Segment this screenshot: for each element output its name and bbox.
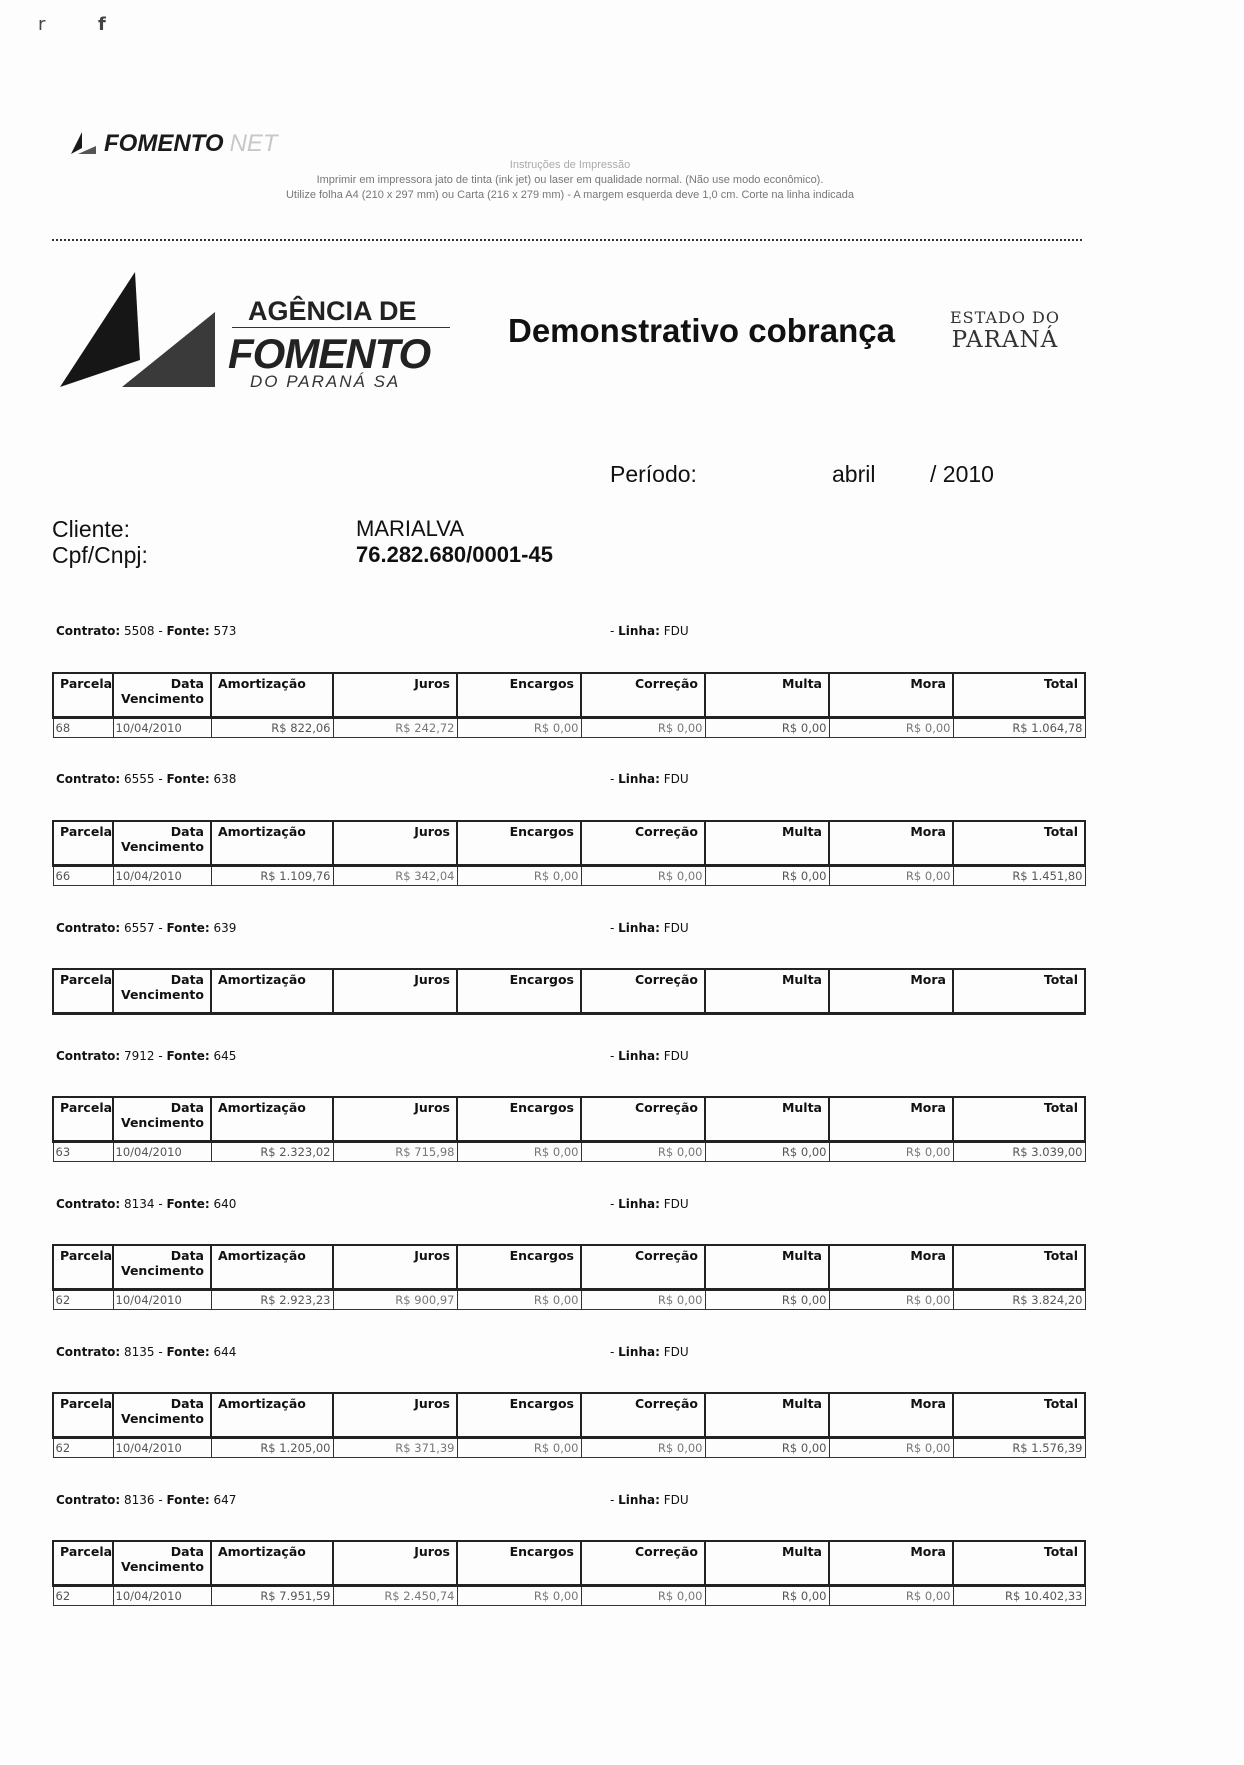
cut-line xyxy=(52,239,1082,241)
column-header-juros: Juros xyxy=(333,1097,457,1142)
cell-juros: R$ 2.450,74 xyxy=(333,1586,457,1606)
column-header-parcela: Parcela xyxy=(53,1245,113,1290)
cell-juros: R$ 371,39 xyxy=(333,1438,457,1458)
linha-header: - Linha: FDU xyxy=(610,921,689,935)
column-header-multa: Multa xyxy=(705,1245,829,1290)
cell-correcao: R$ 0,00 xyxy=(581,1438,705,1458)
column-header-correcao: Correção xyxy=(581,1245,705,1290)
table-header-row xyxy=(53,821,1085,866)
cell-multa: R$ 0,00 xyxy=(705,1290,829,1310)
cell-vencimento: 10/04/2010 xyxy=(113,718,211,738)
fonte-number: 638 xyxy=(213,772,237,786)
cell-correcao: R$ 0,00 xyxy=(581,718,705,738)
fonte-label: Fonte: xyxy=(166,772,210,786)
cpf-cnpj-label: Cpf/Cnpj: xyxy=(52,542,148,568)
column-header-encargos: Encargos xyxy=(457,1245,581,1290)
cell-total: R$ 3.039,00 xyxy=(953,1142,1085,1162)
cell-multa: R$ 0,00 xyxy=(705,1586,829,1606)
linha-header: - Linha: FDU xyxy=(610,1197,689,1211)
column-header-parcela: Parcela xyxy=(53,1097,113,1142)
cell-parcela: 62 xyxy=(53,1438,113,1458)
contrato-number: 6557 xyxy=(123,921,155,935)
contract-header: Contrato: 7912 - Fonte: 645 xyxy=(56,1049,237,1063)
column-header-parcela: Parcela xyxy=(53,1541,113,1586)
contract-header: Contrato: 8134 - Fonte: 640 xyxy=(56,1197,237,1211)
agency-divider xyxy=(232,327,450,328)
column-header-total: Total xyxy=(953,1097,1085,1142)
table-row xyxy=(53,718,1085,738)
column-header-amortizacao: Amortização xyxy=(211,1097,333,1142)
cell-mora: R$ 0,00 xyxy=(829,718,953,738)
agency-name-line2: FOMENTO xyxy=(228,330,431,377)
fonte-label: Fonte: xyxy=(166,1049,210,1063)
contract-header: Contrato: 5508 - Fonte: 573 xyxy=(56,624,237,638)
contract-table xyxy=(52,820,1086,886)
cell-parcela: 68 xyxy=(53,718,113,738)
cell-total: R$ 1.576,39 xyxy=(953,1438,1085,1458)
fonte-label: Fonte: xyxy=(166,1345,210,1359)
column-header-vencimento: Vencimento xyxy=(120,1411,204,1426)
fomento-net-logo xyxy=(68,130,278,158)
column-header-vencimento: Vencimento xyxy=(120,987,204,1002)
contrato-number: 8136 xyxy=(123,1493,155,1507)
column-header-data: Data Vencimento xyxy=(113,1393,211,1438)
table-header-row xyxy=(53,969,1085,1014)
contrato-label: Contrato: xyxy=(56,1197,121,1211)
table-header-row xyxy=(53,1393,1085,1438)
contrato-number: 7912 xyxy=(123,1049,155,1063)
column-header-vencimento: Vencimento xyxy=(120,1115,204,1130)
cell-mora: R$ 0,00 xyxy=(829,1438,953,1458)
column-header-parcela: Parcela xyxy=(53,969,113,1014)
contract-table xyxy=(52,1096,1086,1162)
scan-mark: f xyxy=(98,14,106,35)
contract-header: Contrato: 6557 - Fonte: 639 xyxy=(56,921,237,935)
linha-value: FDU xyxy=(663,772,689,786)
column-header-amortizacao: Amortização xyxy=(211,1541,333,1586)
cell-total: R$ 3.824,20 xyxy=(953,1290,1085,1310)
cell-parcela: 62 xyxy=(53,1290,113,1310)
cell-correcao: R$ 0,00 xyxy=(581,866,705,886)
cell-vencimento: 10/04/2010 xyxy=(113,866,211,886)
fonte-label: Fonte: xyxy=(166,1493,210,1507)
column-header-vencimento: Vencimento xyxy=(120,839,204,854)
estado-parana-seal xyxy=(950,308,1060,353)
column-header-total: Total xyxy=(953,1245,1085,1290)
contrato-label: Contrato: xyxy=(56,1345,121,1359)
column-header-encargos: Encargos xyxy=(457,821,581,866)
cell-mora: R$ 0,00 xyxy=(829,1586,953,1606)
cell-parcela: 66 xyxy=(53,866,113,886)
cell-encargos: R$ 0,00 xyxy=(457,1586,581,1606)
cell-juros: R$ 342,04 xyxy=(333,866,457,886)
column-header-correcao: Correção xyxy=(581,1541,705,1586)
column-header-amortizacao: Amortização xyxy=(211,821,333,866)
column-header-correcao: Correção xyxy=(581,1097,705,1142)
linha-label: Linha: xyxy=(618,772,660,786)
fonte-label: Fonte: xyxy=(166,1197,210,1211)
logo-text: FOMENTO xyxy=(104,130,224,157)
cell-encargos: R$ 0,00 xyxy=(457,866,581,886)
agency-name-line1: AGÊNCIA DE xyxy=(248,296,417,326)
column-header-data: Data Vencimento xyxy=(113,673,211,718)
cell-amortizacao: R$ 1.205,00 xyxy=(211,1438,333,1458)
contrato-label: Contrato: xyxy=(56,921,121,935)
linha-header: - Linha: FDU xyxy=(610,1493,689,1507)
contract-table xyxy=(52,1392,1086,1458)
fonte-label: Fonte: xyxy=(166,921,210,935)
cell-encargos: R$ 0,00 xyxy=(457,1438,581,1458)
column-header-juros: Juros xyxy=(333,1393,457,1438)
contrato-number: 6555 xyxy=(123,772,155,786)
contract-header: Contrato: 6555 - Fonte: 638 xyxy=(56,772,237,786)
document-title: Demonstrativo cobrança xyxy=(508,312,895,349)
column-header-amortizacao: Amortização xyxy=(211,1245,333,1290)
column-header-parcela: Parcela xyxy=(53,673,113,718)
column-header-encargos: Encargos xyxy=(457,1541,581,1586)
column-header-multa: Multa xyxy=(705,821,829,866)
estado-line2: PARANÁ xyxy=(951,327,1059,353)
column-header-parcela: Parcela xyxy=(53,821,113,866)
cell-amortizacao: R$ 2.923,23 xyxy=(211,1290,333,1310)
cell-mora: R$ 0,00 xyxy=(829,1290,953,1310)
cell-correcao: R$ 0,00 xyxy=(581,1142,705,1162)
fonte-number: 645 xyxy=(213,1049,237,1063)
linha-label: Linha: xyxy=(618,921,660,935)
linha-header: - Linha: FDU xyxy=(610,1049,689,1063)
cell-encargos: R$ 0,00 xyxy=(457,718,581,738)
instructions-title: Instruções de Impressão xyxy=(509,159,631,171)
column-header-multa: Multa xyxy=(705,1393,829,1438)
fonte-number: 639 xyxy=(213,921,237,935)
column-header-correcao: Correção xyxy=(581,969,705,1014)
column-header-encargos: Encargos xyxy=(457,673,581,718)
cell-total: R$ 1.451,80 xyxy=(953,866,1085,886)
column-header-vencimento: Vencimento xyxy=(120,1559,204,1574)
column-header-mora: Mora xyxy=(829,1393,953,1438)
linha-header: - Linha: FDU xyxy=(610,772,689,786)
linha-header: - Linha: FDU xyxy=(610,1345,689,1359)
column-header-encargos: Encargos xyxy=(457,1097,581,1142)
column-header-data: Data Vencimento xyxy=(113,1097,211,1142)
periodo-label: Período: xyxy=(610,461,697,487)
fonte-number: 573 xyxy=(213,624,237,638)
linha-label: Linha: xyxy=(618,1345,660,1359)
cell-total: R$ 1.064,78 xyxy=(953,718,1085,738)
column-header-juros: Juros xyxy=(333,673,457,718)
column-header-vencimento: Vencimento xyxy=(120,1263,204,1278)
contract-table xyxy=(52,1540,1086,1606)
contrato-label: Contrato: xyxy=(56,624,121,638)
cell-correcao: R$ 0,00 xyxy=(581,1586,705,1606)
cell-vencimento: 10/04/2010 xyxy=(113,1586,211,1606)
fonte-label: Fonte: xyxy=(166,624,210,638)
table-header-row xyxy=(53,1541,1085,1586)
cell-encargos: R$ 0,00 xyxy=(457,1290,581,1310)
linha-label: Linha: xyxy=(618,624,660,638)
column-header-total: Total xyxy=(953,1393,1085,1438)
column-header-correcao: Correção xyxy=(581,821,705,866)
column-header-mora: Mora xyxy=(829,969,953,1014)
instructions-line: Imprimir em impressora jato de tinta (ink jet) ou laser em qualidade normal. (Não use modo econômico). xyxy=(316,174,824,186)
column-header-total: Total xyxy=(953,821,1085,866)
linha-label: Linha: xyxy=(618,1049,660,1063)
column-header-amortizacao: Amortização xyxy=(211,1393,333,1438)
logo-suffix: NET xyxy=(229,130,278,157)
column-header-multa: Multa xyxy=(705,1097,829,1142)
table-row xyxy=(53,1586,1085,1606)
column-header-juros: Juros xyxy=(333,1541,457,1586)
contract-table xyxy=(52,672,1086,738)
cell-multa: R$ 0,00 xyxy=(705,1438,829,1458)
agency-name-line3: DO PARANÁ SA xyxy=(250,372,401,391)
cell-mora: R$ 0,00 xyxy=(829,1142,953,1162)
column-header-data: Data Vencimento xyxy=(113,969,211,1014)
column-header-multa: Multa xyxy=(705,969,829,1014)
estado-line1: ESTADO DO xyxy=(950,308,1060,327)
column-header-mora: Mora xyxy=(829,1097,953,1142)
table-header-row xyxy=(53,673,1085,718)
linha-value: FDU xyxy=(663,1197,689,1211)
contract-header: Contrato: 8135 - Fonte: 644 xyxy=(56,1345,237,1359)
contrato-label: Contrato: xyxy=(56,772,121,786)
instructions-line: Utilize folha A4 (210 x 297 mm) ou Carta (216 x 279 mm) - A margem esquerda deve 1,0 cm. Corte na linha indicada xyxy=(285,189,854,201)
cliente-cnpj: 76.282.680/0001-45 xyxy=(356,542,553,567)
cell-amortizacao: R$ 7.951,59 xyxy=(211,1586,333,1606)
column-header-juros: Juros xyxy=(333,1245,457,1290)
cliente-nome: MARIALVA xyxy=(356,516,464,541)
linha-header: - Linha: FDU xyxy=(610,624,689,638)
cell-multa: R$ 0,00 xyxy=(705,1142,829,1162)
column-header-correcao: Correção xyxy=(581,673,705,718)
column-header-correcao: Correção xyxy=(581,1393,705,1438)
table-row xyxy=(53,1438,1085,1458)
cell-juros: R$ 242,72 xyxy=(333,718,457,738)
column-header-encargos: Encargos xyxy=(457,1393,581,1438)
cell-amortizacao: R$ 2.323,02 xyxy=(211,1142,333,1162)
cell-multa: R$ 0,00 xyxy=(705,866,829,886)
contrato-number: 8135 xyxy=(123,1345,155,1359)
linha-value: FDU xyxy=(663,1049,689,1063)
cell-juros: R$ 900,97 xyxy=(333,1290,457,1310)
contract-header: Contrato: 8136 - Fonte: 647 xyxy=(56,1493,237,1507)
periodo-month: abril xyxy=(832,461,876,487)
cell-mora: R$ 0,00 xyxy=(829,866,953,886)
contract-table xyxy=(52,968,1086,1015)
linha-value: FDU xyxy=(663,921,689,935)
cell-amortizacao: R$ 1.109,76 xyxy=(211,866,333,886)
column-header-juros: Juros xyxy=(333,821,457,866)
logo-triangle-icon xyxy=(68,132,98,156)
column-header-mora: Mora xyxy=(829,673,953,718)
column-header-total: Total xyxy=(953,673,1085,718)
column-header-amortizacao: Amortização xyxy=(211,969,333,1014)
linha-value: FDU xyxy=(663,1493,689,1507)
column-header-amortizacao: Amortização xyxy=(211,673,333,718)
fonte-number: 647 xyxy=(213,1493,237,1507)
contrato-number: 5508 xyxy=(123,624,155,638)
cell-encargos: R$ 0,00 xyxy=(457,1142,581,1162)
cell-vencimento: 10/04/2010 xyxy=(113,1438,211,1458)
cell-amortizacao: R$ 822,06 xyxy=(211,718,333,738)
column-header-total: Total xyxy=(953,1541,1085,1586)
column-header-mora: Mora xyxy=(829,821,953,866)
contrato-label: Contrato: xyxy=(56,1493,121,1507)
column-header-multa: Multa xyxy=(705,1541,829,1586)
column-header-encargos: Encargos xyxy=(457,969,581,1014)
cell-vencimento: 10/04/2010 xyxy=(113,1290,211,1310)
fonte-number: 644 xyxy=(213,1345,237,1359)
column-header-data: Data Vencimento xyxy=(113,1245,211,1290)
column-header-parcela: Parcela xyxy=(53,1393,113,1438)
contrato-label: Contrato: xyxy=(56,1049,121,1063)
fonte-number: 640 xyxy=(213,1197,237,1211)
cell-parcela: 63 xyxy=(53,1142,113,1162)
cell-correcao: R$ 0,00 xyxy=(581,1290,705,1310)
column-header-data: Data Vencimento xyxy=(113,821,211,866)
linha-value: FDU xyxy=(663,1345,689,1359)
linha-label: Linha: xyxy=(618,1197,660,1211)
scan-mark: r xyxy=(38,14,46,35)
column-header-vencimento: Vencimento xyxy=(120,691,204,706)
linha-value: FDU xyxy=(663,624,689,638)
column-header-multa: Multa xyxy=(705,673,829,718)
contract-table xyxy=(52,1244,1086,1310)
table-row xyxy=(53,1290,1085,1310)
cell-total: R$ 10.402,33 xyxy=(953,1586,1085,1606)
cell-parcela: 62 xyxy=(53,1586,113,1606)
table-row xyxy=(53,1142,1085,1162)
column-header-juros: Juros xyxy=(333,969,457,1014)
column-header-mora: Mora xyxy=(829,1541,953,1586)
cliente-label: Cliente: xyxy=(52,516,130,542)
linha-label: Linha: xyxy=(618,1493,660,1507)
table-header-row xyxy=(53,1097,1085,1142)
column-header-data: Data Vencimento xyxy=(113,1541,211,1586)
contrato-number: 8134 xyxy=(123,1197,155,1211)
periodo-year: / 2010 xyxy=(930,461,994,487)
cell-juros: R$ 715,98 xyxy=(333,1142,457,1162)
table-header-row xyxy=(53,1245,1085,1290)
cell-multa: R$ 0,00 xyxy=(705,718,829,738)
cell-vencimento: 10/04/2010 xyxy=(113,1142,211,1162)
table-row xyxy=(53,866,1085,886)
print-instructions xyxy=(180,158,960,203)
column-header-mora: Mora xyxy=(829,1245,953,1290)
column-header-total: Total xyxy=(953,969,1085,1014)
